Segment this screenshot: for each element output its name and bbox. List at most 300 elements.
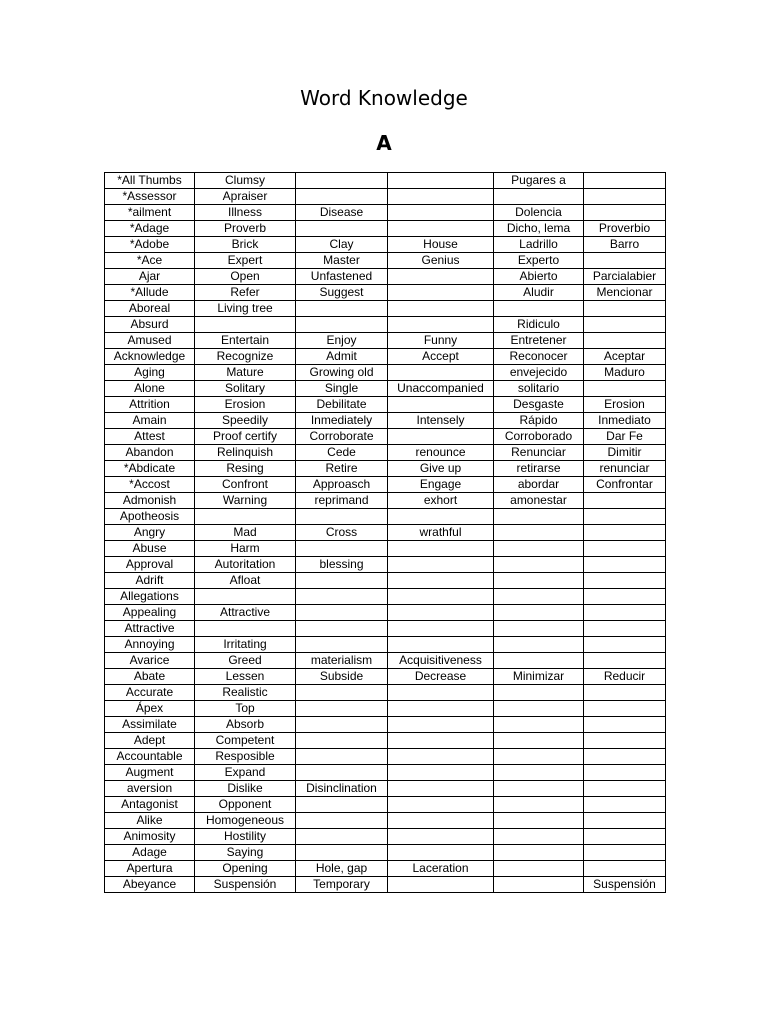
cell-synonym-2 (296, 605, 388, 621)
cell-spanish-1: Dicho, lema (494, 221, 584, 237)
cell-synonym-3 (388, 541, 494, 557)
cell-synonym-1: Top (195, 701, 296, 717)
cell-spanish-2 (584, 621, 666, 637)
cell-spanish-1: amonestar (494, 493, 584, 509)
cell-spanish-1: Aludir (494, 285, 584, 301)
table-row (105, 189, 666, 205)
cell-synonym-3 (388, 429, 494, 445)
cell-synonym-3 (388, 733, 494, 749)
cell-synonym-2: Enjoy (296, 333, 388, 349)
cell-synonym-2 (296, 189, 388, 205)
cell-synonym-1: Realistic (195, 685, 296, 701)
cell-word: Adage (105, 845, 195, 861)
cell-spanish-2 (584, 589, 666, 605)
cell-word: Acknowledge (105, 349, 195, 365)
table-row (105, 845, 666, 861)
cell-spanish-2: Mencionar (584, 285, 666, 301)
cell-word: Avarice (105, 653, 195, 669)
vocabulary-table (104, 172, 666, 893)
cell-synonym-2 (296, 765, 388, 781)
cell-synonym-1: Dislike (195, 781, 296, 797)
cell-word: *ailment (105, 205, 195, 221)
cell-synonym-3: renounce (388, 445, 494, 461)
cell-synonym-3: Laceration (388, 861, 494, 877)
cell-synonym-3 (388, 189, 494, 205)
cell-spanish-1: Ridiculo (494, 317, 584, 333)
cell-synonym-3 (388, 285, 494, 301)
cell-word: Animosity (105, 829, 195, 845)
cell-synonym-1: Opening (195, 861, 296, 877)
cell-spanish-1 (494, 557, 584, 573)
cell-spanish-1: Reconocer (494, 349, 584, 365)
cell-word: *Accost (105, 477, 195, 493)
table-row (105, 349, 666, 365)
cell-synonym-3 (388, 717, 494, 733)
cell-spanish-2: Proverbio (584, 221, 666, 237)
cell-word: Annoying (105, 637, 195, 653)
cell-synonym-3 (388, 765, 494, 781)
table-row (105, 861, 666, 877)
cell-spanish-1: Experto (494, 253, 584, 269)
cell-word: *Ace (105, 253, 195, 269)
cell-spanish-1 (494, 541, 584, 557)
cell-spanish-2: renunciar (584, 461, 666, 477)
cell-synonym-2 (296, 301, 388, 317)
table-row (105, 717, 666, 733)
table-row (105, 493, 666, 509)
cell-synonym-1: Autoritation (195, 557, 296, 573)
cell-synonym-2: Growing old (296, 365, 388, 381)
cell-synonym-1: Entertain (195, 333, 296, 349)
cell-spanish-2 (584, 189, 666, 205)
cell-spanish-1: Corroborado (494, 429, 584, 445)
cell-synonym-1: Recognize (195, 349, 296, 365)
cell-synonym-1: Open (195, 269, 296, 285)
cell-synonym-3 (388, 749, 494, 765)
cell-synonym-1: Irritating (195, 637, 296, 653)
cell-synonym-2 (296, 749, 388, 765)
cell-synonym-2 (296, 573, 388, 589)
cell-word: Adept (105, 733, 195, 749)
cell-spanish-1 (494, 589, 584, 605)
section-letter: A (376, 131, 392, 155)
cell-spanish-1 (494, 797, 584, 813)
cell-synonym-1: Competent (195, 733, 296, 749)
cell-word: *All Thumbs (105, 173, 195, 189)
cell-synonym-1: Solitary (195, 381, 296, 397)
cell-synonym-3 (388, 813, 494, 829)
cell-synonym-1: Living tree (195, 301, 296, 317)
cell-synonym-3 (388, 605, 494, 621)
cell-synonym-1: Brick (195, 237, 296, 253)
cell-synonym-3: Accept (388, 349, 494, 365)
table-row (105, 365, 666, 381)
cell-synonym-3 (388, 845, 494, 861)
cell-spanish-2: Aceptar (584, 349, 666, 365)
cell-synonym-3: Acquisitiveness (388, 653, 494, 669)
cell-synonym-2: materialism (296, 653, 388, 669)
table-row (105, 381, 666, 397)
table-row (105, 781, 666, 797)
cell-synonym-1: Opponent (195, 797, 296, 813)
cell-spanish-1: Pugares a (494, 173, 584, 189)
cell-spanish-2 (584, 525, 666, 541)
table-row (105, 573, 666, 589)
cell-spanish-1 (494, 829, 584, 845)
cell-synonym-2 (296, 717, 388, 733)
table-row (105, 733, 666, 749)
table-row (105, 397, 666, 413)
table-row (105, 605, 666, 621)
table-row (105, 237, 666, 253)
cell-synonym-3 (388, 301, 494, 317)
cell-spanish-2 (584, 605, 666, 621)
cell-synonym-2: Clay (296, 237, 388, 253)
cell-synonym-1: Absorb (195, 717, 296, 733)
table-row (105, 813, 666, 829)
cell-spanish-2 (584, 813, 666, 829)
cell-spanish-1 (494, 509, 584, 525)
cell-word: Attrition (105, 397, 195, 413)
cell-synonym-3: House (388, 237, 494, 253)
cell-spanish-1: Dolencia (494, 205, 584, 221)
cell-synonym-2: Cede (296, 445, 388, 461)
cell-synonym-3 (388, 397, 494, 413)
table-row (105, 429, 666, 445)
cell-spanish-1 (494, 717, 584, 733)
cell-synonym-3 (388, 589, 494, 605)
cell-spanish-2 (584, 381, 666, 397)
table-row (105, 301, 666, 317)
cell-spanish-2 (584, 541, 666, 557)
cell-synonym-1: Proof certify (195, 429, 296, 445)
cell-word: Attest (105, 429, 195, 445)
cell-word: Amused (105, 333, 195, 349)
cell-spanish-2 (584, 173, 666, 189)
table-row (105, 509, 666, 525)
cell-synonym-1: Homogeneous (195, 813, 296, 829)
cell-spanish-2 (584, 637, 666, 653)
table-row (105, 269, 666, 285)
cell-spanish-1: Rápido (494, 413, 584, 429)
cell-synonym-2: reprimand (296, 493, 388, 509)
table-row (105, 829, 666, 845)
cell-spanish-2: Parcialabier (584, 269, 666, 285)
cell-spanish-2: Inmediato (584, 413, 666, 429)
vocabulary-table-body (105, 173, 666, 893)
cell-spanish-1 (494, 653, 584, 669)
cell-word: *Assessor (105, 189, 195, 205)
cell-spanish-1 (494, 861, 584, 877)
cell-synonym-1: Apraiser (195, 189, 296, 205)
cell-synonym-2: Disinclination (296, 781, 388, 797)
cell-synonym-1 (195, 317, 296, 333)
cell-spanish-1: Abierto (494, 269, 584, 285)
cell-spanish-2 (584, 573, 666, 589)
cell-synonym-3 (388, 877, 494, 893)
cell-spanish-1 (494, 765, 584, 781)
cell-synonym-3 (388, 173, 494, 189)
cell-word: Aging (105, 365, 195, 381)
cell-synonym-1: Greed (195, 653, 296, 669)
cell-spanish-1 (494, 781, 584, 797)
cell-word: Abate (105, 669, 195, 685)
table-row (105, 445, 666, 461)
cell-spanish-1: Renunciar (494, 445, 584, 461)
cell-synonym-3 (388, 509, 494, 525)
cell-synonym-2: Debilitate (296, 397, 388, 413)
cell-spanish-2 (584, 733, 666, 749)
cell-spanish-2 (584, 781, 666, 797)
table-row (105, 285, 666, 301)
cell-synonym-3: exhort (388, 493, 494, 509)
cell-synonym-3 (388, 637, 494, 653)
cell-spanish-1: envejecido (494, 365, 584, 381)
cell-spanish-2 (584, 797, 666, 813)
cell-word: *Abdicate (105, 461, 195, 477)
cell-spanish-1 (494, 301, 584, 317)
table-row (105, 589, 666, 605)
cell-synonym-2: Retire (296, 461, 388, 477)
cell-spanish-2 (584, 301, 666, 317)
cell-spanish-1 (494, 685, 584, 701)
cell-synonym-1: Mature (195, 365, 296, 381)
cell-synonym-1: Refer (195, 285, 296, 301)
cell-spanish-2 (584, 509, 666, 525)
cell-synonym-2: Disease (296, 205, 388, 221)
table-row (105, 557, 666, 573)
table-row (105, 669, 666, 685)
cell-spanish-2 (584, 493, 666, 509)
cell-spanish-1 (494, 749, 584, 765)
cell-synonym-1: Suspensión (195, 877, 296, 893)
table-row (105, 765, 666, 781)
cell-spanish-2 (584, 845, 666, 861)
cell-synonym-3: Funny (388, 333, 494, 349)
cell-synonym-3 (388, 781, 494, 797)
cell-synonym-3 (388, 797, 494, 813)
cell-word: Allegations (105, 589, 195, 605)
cell-word: Approval (105, 557, 195, 573)
cell-spanish-2 (584, 557, 666, 573)
cell-synonym-2: Corroborate (296, 429, 388, 445)
cell-synonym-1: Relinquish (195, 445, 296, 461)
cell-synonym-3: Genius (388, 253, 494, 269)
cell-synonym-1 (195, 509, 296, 525)
cell-word: Adrift (105, 573, 195, 589)
cell-spanish-2: Barro (584, 237, 666, 253)
cell-word: Antagonist (105, 797, 195, 813)
cell-synonym-1: Afloat (195, 573, 296, 589)
cell-synonym-2 (296, 701, 388, 717)
cell-synonym-1: Confront (195, 477, 296, 493)
cell-word: Angry (105, 525, 195, 541)
cell-spanish-2 (584, 749, 666, 765)
cell-word: Abeyance (105, 877, 195, 893)
cell-spanish-2 (584, 829, 666, 845)
table-row (105, 621, 666, 637)
cell-synonym-2 (296, 221, 388, 237)
cell-synonym-2: Temporary (296, 877, 388, 893)
cell-synonym-1: Resing (195, 461, 296, 477)
cell-synonym-1: Warning (195, 493, 296, 509)
cell-spanish-2: Dar Fe (584, 429, 666, 445)
cell-spanish-1: solitario (494, 381, 584, 397)
cell-synonym-1: Lessen (195, 669, 296, 685)
table-row (105, 749, 666, 765)
table-row (105, 461, 666, 477)
cell-synonym-3 (388, 269, 494, 285)
cell-synonym-1: Erosion (195, 397, 296, 413)
cell-synonym-3 (388, 573, 494, 589)
cell-spanish-2 (584, 205, 666, 221)
cell-word: Appealing (105, 605, 195, 621)
cell-word: Assimilate (105, 717, 195, 733)
cell-spanish-1 (494, 605, 584, 621)
cell-synonym-1: Expert (195, 253, 296, 269)
cell-synonym-3: Engage (388, 477, 494, 493)
cell-synonym-2 (296, 541, 388, 557)
cell-synonym-1 (195, 621, 296, 637)
cell-spanish-2 (584, 701, 666, 717)
cell-synonym-1: Illness (195, 205, 296, 221)
cell-synonym-1: Clumsy (195, 173, 296, 189)
cell-spanish-1 (494, 637, 584, 653)
cell-word: aversion (105, 781, 195, 797)
cell-synonym-3: Give up (388, 461, 494, 477)
cell-word: Accurate (105, 685, 195, 701)
cell-synonym-2: blessing (296, 557, 388, 573)
cell-spanish-1 (494, 733, 584, 749)
cell-spanish-2: Maduro (584, 365, 666, 381)
cell-synonym-2 (296, 589, 388, 605)
cell-spanish-1: retirarse (494, 461, 584, 477)
cell-synonym-2 (296, 797, 388, 813)
table-row (105, 477, 666, 493)
cell-spanish-2 (584, 253, 666, 269)
table-row (105, 253, 666, 269)
cell-spanish-1 (494, 621, 584, 637)
cell-synonym-2 (296, 845, 388, 861)
cell-word: Admonish (105, 493, 195, 509)
cell-synonym-3 (388, 685, 494, 701)
cell-synonym-2: Single (296, 381, 388, 397)
cell-spanish-1: Desgaste (494, 397, 584, 413)
cell-synonym-3 (388, 701, 494, 717)
cell-spanish-2 (584, 717, 666, 733)
table-row (105, 685, 666, 701)
cell-spanish-1: Ladrillo (494, 237, 584, 253)
cell-word: Abandon (105, 445, 195, 461)
cell-synonym-3: wrathful (388, 525, 494, 541)
cell-synonym-2 (296, 637, 388, 653)
cell-word: Abuse (105, 541, 195, 557)
cell-synonym-2: Inmediately (296, 413, 388, 429)
cell-synonym-2: Cross (296, 525, 388, 541)
cell-synonym-3 (388, 205, 494, 221)
cell-word: Apertura (105, 861, 195, 877)
cell-synonym-1: Resposible (195, 749, 296, 765)
cell-spanish-1 (494, 525, 584, 541)
cell-word: Aboreal (105, 301, 195, 317)
cell-synonym-3: Unaccompanied (388, 381, 494, 397)
cell-spanish-1: abordar (494, 477, 584, 493)
cell-synonym-3 (388, 365, 494, 381)
cell-word: Ajar (105, 269, 195, 285)
cell-synonym-3 (388, 221, 494, 237)
cell-synonym-2 (296, 621, 388, 637)
cell-synonym-2: Master (296, 253, 388, 269)
cell-word: Attractive (105, 621, 195, 637)
cell-word: Accountable (105, 749, 195, 765)
cell-spanish-2 (584, 333, 666, 349)
cell-synonym-2 (296, 509, 388, 525)
cell-synonym-1: Harm (195, 541, 296, 557)
cell-spanish-2: Erosion (584, 397, 666, 413)
cell-synonym-1: Mad (195, 525, 296, 541)
cell-spanish-2 (584, 685, 666, 701)
table-row (105, 877, 666, 893)
table-row (105, 637, 666, 653)
table-row (105, 701, 666, 717)
cell-synonym-2: Hole, gap (296, 861, 388, 877)
cell-word: Apotheosis (105, 509, 195, 525)
cell-synonym-2 (296, 813, 388, 829)
cell-spanish-1 (494, 877, 584, 893)
table-row (105, 413, 666, 429)
cell-synonym-2: Suggest (296, 285, 388, 301)
cell-spanish-2: Suspensión (584, 877, 666, 893)
cell-synonym-2 (296, 733, 388, 749)
cell-synonym-2 (296, 685, 388, 701)
cell-spanish-2 (584, 653, 666, 669)
cell-synonym-2: Admit (296, 349, 388, 365)
table-row (105, 797, 666, 813)
cell-spanish-2 (584, 861, 666, 877)
cell-spanish-2 (584, 765, 666, 781)
cell-spanish-1: Minimizar (494, 669, 584, 685)
cell-word: *Adobe (105, 237, 195, 253)
cell-spanish-2: Confrontar (584, 477, 666, 493)
table-row (105, 333, 666, 349)
cell-word: Absurd (105, 317, 195, 333)
cell-synonym-2 (296, 317, 388, 333)
cell-synonym-2 (296, 829, 388, 845)
cell-word: Alone (105, 381, 195, 397)
cell-word: Ápex (105, 701, 195, 717)
cell-synonym-1: Proverb (195, 221, 296, 237)
cell-synonym-3 (388, 829, 494, 845)
cell-spanish-2 (584, 317, 666, 333)
cell-synonym-3 (388, 557, 494, 573)
cell-synonym-1: Hostility (195, 829, 296, 845)
cell-synonym-1: Saying (195, 845, 296, 861)
table-row (105, 317, 666, 333)
table-row (105, 221, 666, 237)
cell-word: Alike (105, 813, 195, 829)
cell-spanish-1 (494, 813, 584, 829)
table-row (105, 653, 666, 669)
cell-spanish-2: Reducir (584, 669, 666, 685)
table-row (105, 173, 666, 189)
table-row (105, 525, 666, 541)
cell-synonym-2: Approasch (296, 477, 388, 493)
cell-synonym-2 (296, 173, 388, 189)
cell-synonym-1: Attractive (195, 605, 296, 621)
cell-spanish-1 (494, 573, 584, 589)
cell-word: Augment (105, 765, 195, 781)
cell-synonym-3 (388, 317, 494, 333)
